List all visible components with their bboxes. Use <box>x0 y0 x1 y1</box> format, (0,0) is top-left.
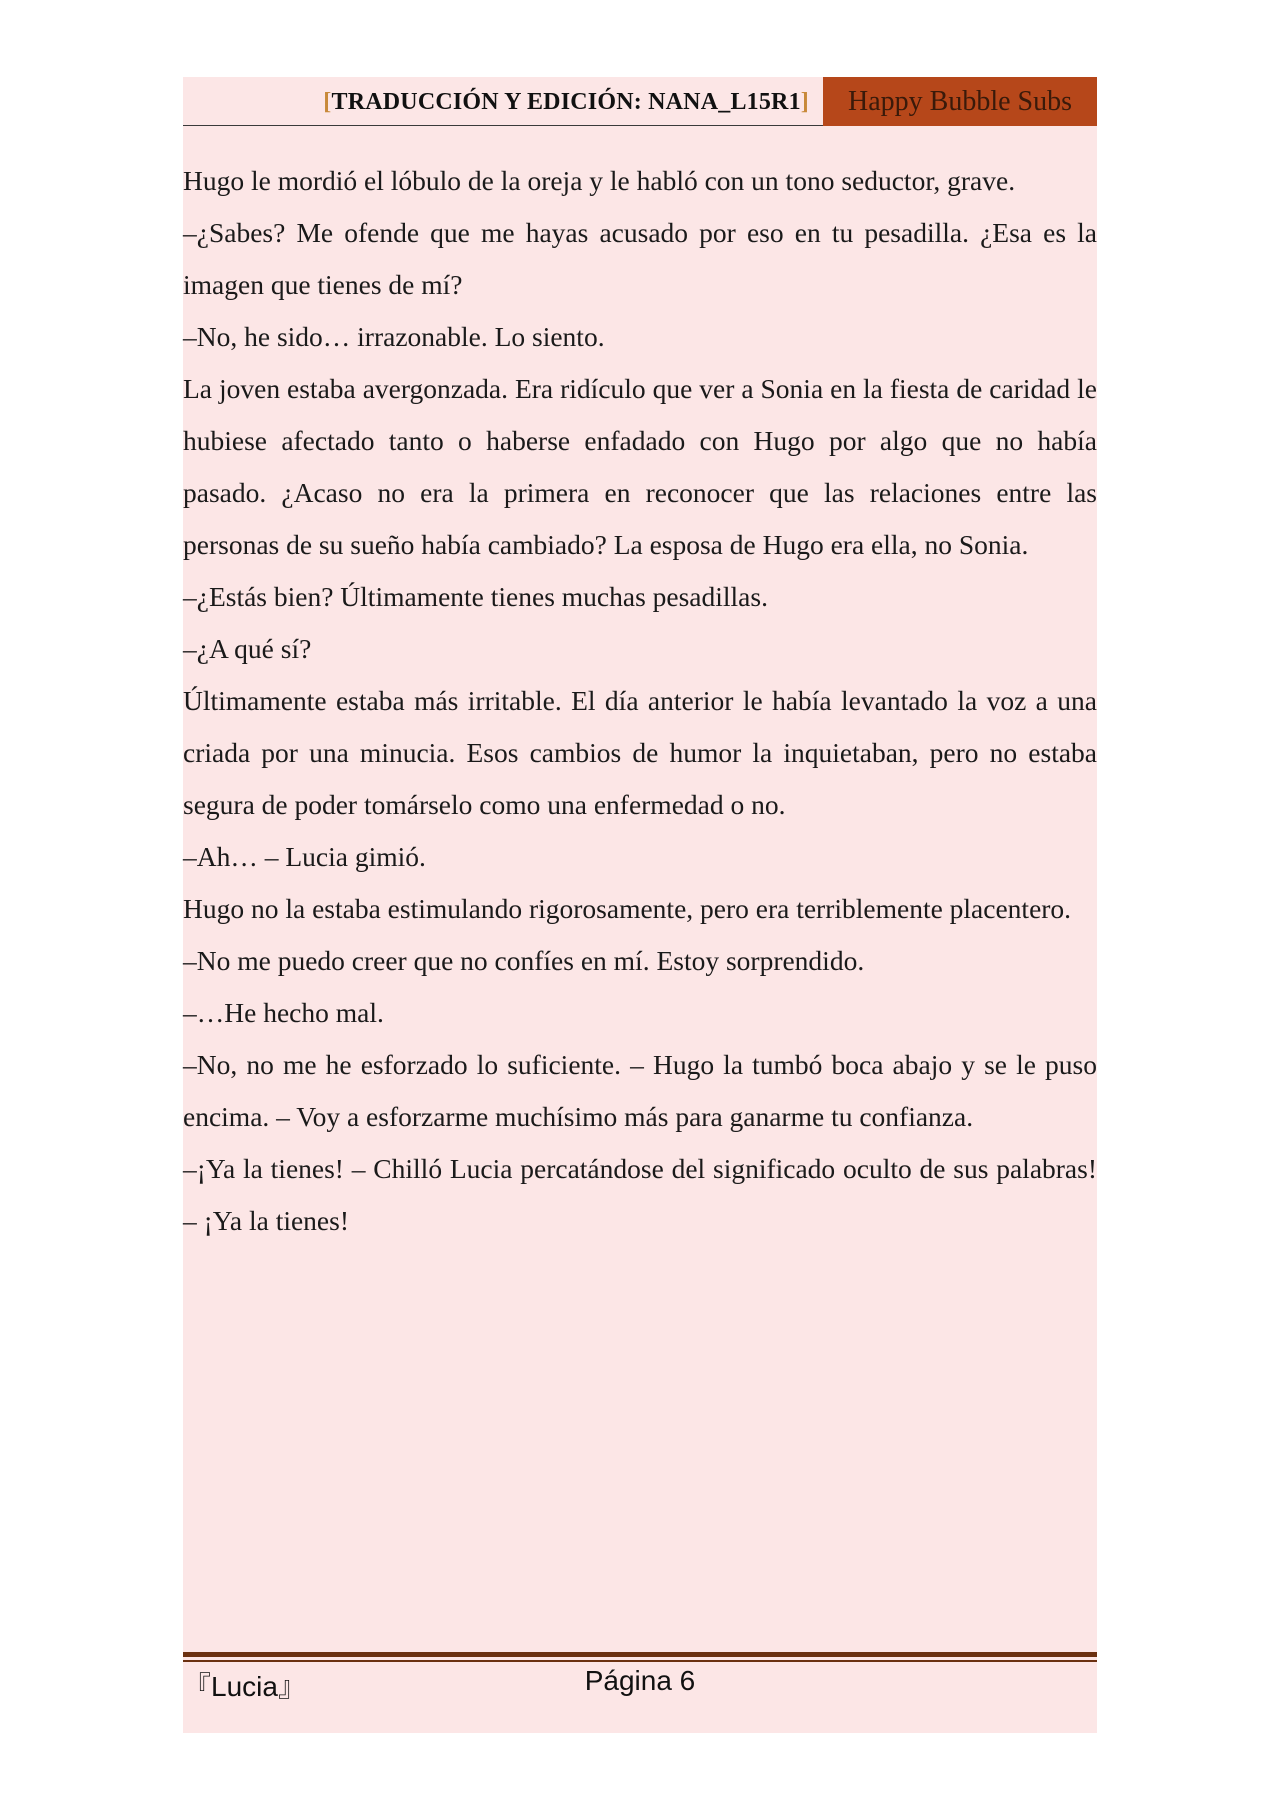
book-title: 『Lucia』 <box>183 1671 306 1702</box>
header-credit <box>323 89 809 116</box>
paragraph: –¿A qué sí? <box>183 633 312 664</box>
header-credit-text: TRADUCCIÓN Y EDICIÓN: NANA_L15R1 <box>331 89 801 115</box>
paragraph: Hugo le mordió el lóbulo de la oreja y le habló con un tono seductor, grave. <box>183 165 1016 196</box>
body-text <box>183 155 1097 1247</box>
document-page <box>183 77 1097 1733</box>
header-bracket-close: ] <box>800 89 809 115</box>
footer-divider-thin <box>183 1660 1097 1662</box>
paragraph: Últimamente estaba más irritable. El día anterior le había levantado la voz a una criada por una minucia. Esos cambios de humor la inquietaban, pero no estaba segura de poder tomárselo como una enfermedad o no. <box>183 685 1097 820</box>
paragraph: –Ah… – Lucia gimió. <box>183 841 426 872</box>
paragraph: –No, no me he esforzado lo suficiente. – Hugo la tumbó boca abajo y se le puso encima. – Voy a esforzarme muchísimo más para ganarme tu confianza. <box>183 1049 1097 1132</box>
paragraph: La joven estaba avergonzada. Era ridículo que ver a Sonia en la fiesta de caridad le hubiese afectado tanto o haberse enfadado con Hugo por algo que no había pasado. ¿Acaso no era la primera en reconocer que las relaciones entre las personas de su sueño había cambiado? La esposa de Hugo era ella, no Sonia. <box>183 373 1097 560</box>
page-header <box>183 77 1097 126</box>
footer-divider-thick <box>183 1652 1097 1657</box>
paragraph: –¿Sabes? Me ofende que me hayas acusado por eso en tu pesadilla. ¿Esa es la imagen que tienes de mí? <box>183 217 1097 300</box>
paragraph: –No, he sido… irrazonable. Lo siento. <box>183 321 605 352</box>
header-bracket-open: [ <box>323 89 332 115</box>
page-number: Página 6 <box>584 1665 696 1696</box>
paragraph: –…He hecho mal. <box>183 997 384 1028</box>
header-brand: Happy Bubble Subs <box>823 77 1097 126</box>
paragraph: Hugo no la estaba estimulando rigorosamente, pero era terriblemente placentero. <box>183 893 1072 924</box>
paragraph: –No me puedo creer que no confíes en mí. Estoy sorprendido. <box>183 945 865 976</box>
paragraph: –¿Estás bien? Últimamente tienes muchas pesadillas. <box>183 581 768 612</box>
paragraph: –¡Ya la tienes! – Chilló Lucia percatándose del significado oculto de sus palabras! – ¡Ya la tienes! <box>183 1153 1097 1236</box>
